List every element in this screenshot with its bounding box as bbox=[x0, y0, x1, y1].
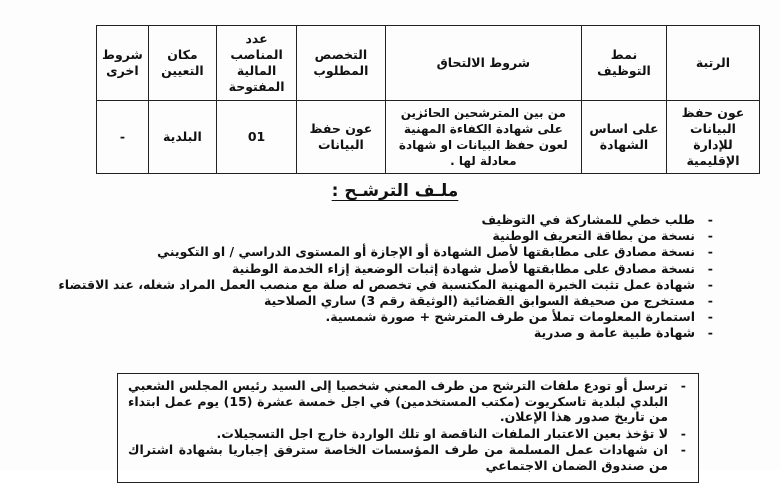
dossier-list bbox=[58, 212, 695, 342]
list-item: - نسخة من بطاقة التعريف الوطنية bbox=[75, 228, 695, 244]
list-item: - شهادة عمل تثبت الخبرة المهنية المكتسبة في تخصص له صلة مع منصب العمل المراد شغله، عند الاقتضاء bbox=[75, 277, 695, 293]
cell-recruitment-mode: على اساس الشهادة bbox=[582, 101, 667, 174]
cell-rank: عون حفظ البيانات للإدارة الإقليمية bbox=[666, 101, 759, 174]
cell-specialty: عون حفظ البيانات bbox=[297, 101, 385, 174]
table-row bbox=[97, 101, 760, 174]
notes-box bbox=[117, 373, 699, 483]
recruitment-table bbox=[96, 25, 760, 174]
header-rank: الرتبة bbox=[666, 26, 759, 101]
dossier-title: ملـف الترشـح : bbox=[331, 181, 459, 201]
list-item: - طلب خطي للمشاركة في التوظيف bbox=[75, 212, 695, 228]
cell-other-conditions: - bbox=[97, 101, 149, 174]
note-item: - ان شهادات عمل المسلمة من طرف المؤسسات الخاصة سترفق إجباريا بشهادة اشتراك من صندوق الضمان الاجتماعي bbox=[128, 442, 668, 473]
list-item: - مستخرج من صحيفة السوابق القضائية (الوثيقة رقم 3) ساري الصلاحية bbox=[75, 293, 695, 309]
table-header-row bbox=[97, 26, 760, 101]
note-item: - لا تؤخذ بعين الاعتبار الملفات الناقصة او تلك الواردة خارج اجل التسجيلات. bbox=[128, 426, 668, 442]
header-open-posts: عدد المناصب المالية المفتوحة bbox=[216, 26, 296, 101]
cell-location: البلدية bbox=[148, 101, 216, 174]
cell-conditions: من بين المترشحين الحائزين على شهادة الكفاءة المهنية لعون حفظ البيانات او شهادة معادلة لها . bbox=[385, 101, 581, 174]
cell-open-posts: 01 bbox=[216, 101, 296, 174]
header-other-conditions: شروط اخرى bbox=[97, 26, 149, 101]
list-item: - نسخة مصادق على مطابقتها لأصل شهادة إثبات الوضعية إزاء الخدمة الوطنية bbox=[75, 261, 695, 277]
header-location: مكان التعيين bbox=[148, 26, 216, 101]
header-recruitment-mode: نمط التوظيف bbox=[582, 26, 667, 101]
list-item: - استمارة المعلومات تملأ من طرف المترشح + صورة شمسية. bbox=[75, 309, 695, 325]
list-item: - شهادة طبية عامة و صدرية bbox=[75, 325, 695, 341]
header-specialty: التخصص المطلوب bbox=[297, 26, 385, 101]
note-item: - ترسل أو تودع ملفات الترشح من طرف المعني شخصيا إلى السيد رئيس المجلس الشعبي البلدي لبلدية تاسكريوت (مكتب المستخدمين) في اجل خمسة عشرة (15) يوم عمل ابتداء من تاريخ صدور هذا الإعلان. bbox=[128, 378, 668, 425]
list-item: - نسخة مصادق على مطابقتها لأصل الشهادة أو الإجازة أو المستوى الدراسي / او التكويني bbox=[75, 244, 695, 260]
header-conditions: شروط الالتحاق bbox=[385, 26, 581, 101]
